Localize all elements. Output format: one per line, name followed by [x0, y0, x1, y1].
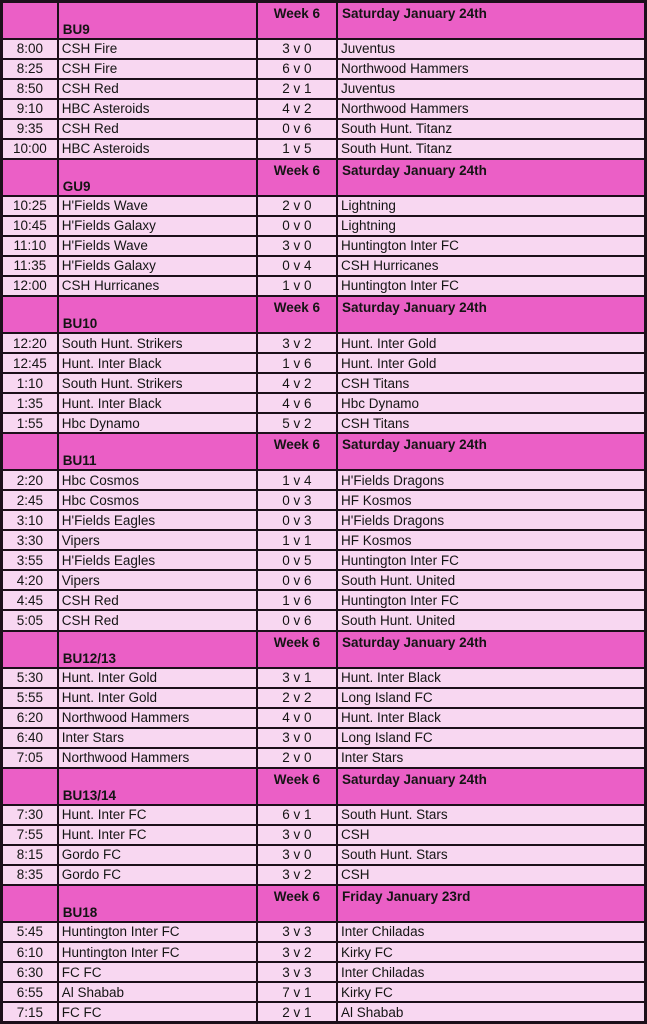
- section-header-row: [2, 159, 646, 196]
- kickoff-time: 10:25: [2, 196, 58, 216]
- kickoff-time: 12:00: [2, 276, 58, 296]
- kickoff-time: 7:55: [2, 825, 58, 845]
- kickoff-time: 8:35: [2, 865, 58, 885]
- kickoff-time: 4:20: [2, 570, 58, 590]
- match-score: 0 v 6: [257, 119, 337, 139]
- home-team: Northwood Hammers: [58, 748, 257, 768]
- week-label: Week 6: [257, 885, 337, 922]
- away-team: Hunt. Inter Black: [337, 708, 645, 728]
- section-header-row: [2, 2, 646, 39]
- home-team: Hunt. Inter Gold: [58, 688, 257, 708]
- match-row: [2, 805, 646, 825]
- kickoff-time: 11:35: [2, 256, 58, 276]
- match-score: 2 v 0: [257, 748, 337, 768]
- match-score: 4 v 2: [257, 99, 337, 119]
- match-score: 0 v 0: [257, 216, 337, 236]
- away-team: Kirky FC: [337, 942, 645, 962]
- kickoff-time: 4:45: [2, 590, 58, 610]
- match-row: [2, 982, 646, 1002]
- match-score: 4 v 2: [257, 373, 337, 393]
- match-score: 4 v 6: [257, 393, 337, 413]
- match-row: [2, 708, 646, 728]
- match-score: 3 v 3: [257, 922, 337, 942]
- match-row: [2, 490, 646, 510]
- kickoff-time: 3:30: [2, 530, 58, 550]
- away-team: Kirky FC: [337, 982, 645, 1002]
- away-team: Long Island FC: [337, 688, 645, 708]
- match-row: [2, 570, 646, 590]
- home-team: H'Fields Eagles: [58, 510, 257, 530]
- away-team: CSH Hurricanes: [337, 256, 645, 276]
- kickoff-time: 9:35: [2, 119, 58, 139]
- home-team: South Hunt. Strikers: [58, 333, 257, 353]
- home-team: CSH Red: [58, 610, 257, 630]
- away-team: Northwood Hammers: [337, 99, 645, 119]
- match-row: [2, 1002, 646, 1022]
- home-team: H'Fields Wave: [58, 236, 257, 256]
- kickoff-time: 8:25: [2, 59, 58, 79]
- home-team: H'Fields Eagles: [58, 550, 257, 570]
- match-score: 2 v 1: [257, 79, 337, 99]
- match-row: [2, 550, 646, 570]
- home-team: Huntington Inter FC: [58, 922, 257, 942]
- age-group-label: BU10: [58, 296, 257, 333]
- kickoff-time: 3:10: [2, 510, 58, 530]
- away-team: Hunt. Inter Black: [337, 668, 645, 688]
- away-team: H'Fields Dragons: [337, 510, 645, 530]
- kickoff-time: 12:45: [2, 353, 58, 373]
- kickoff-time: 6:55: [2, 982, 58, 1002]
- match-row: [2, 688, 646, 708]
- home-team: HBC Asteroids: [58, 139, 257, 159]
- kickoff-time: 8:50: [2, 79, 58, 99]
- away-team: Al Shabab: [337, 1002, 645, 1022]
- match-row: [2, 333, 646, 353]
- match-row: [2, 39, 646, 59]
- match-score: 6 v 0: [257, 59, 337, 79]
- section-blank-cell: [2, 2, 58, 39]
- match-date-label: Saturday January 24th: [337, 631, 645, 668]
- match-row: [2, 139, 646, 159]
- away-team: South Hunt. United: [337, 610, 645, 630]
- match-score: 3 v 2: [257, 333, 337, 353]
- age-group-label: BU13/14: [58, 768, 257, 805]
- match-score: 0 v 4: [257, 256, 337, 276]
- match-row: [2, 413, 646, 433]
- away-team: CSH Titans: [337, 373, 645, 393]
- away-team: H'Fields Dragons: [337, 470, 645, 490]
- kickoff-time: 6:30: [2, 962, 58, 982]
- match-score: 3 v 0: [257, 825, 337, 845]
- match-score: 0 v 3: [257, 510, 337, 530]
- week-label: Week 6: [257, 2, 337, 39]
- section-blank-cell: [2, 885, 58, 922]
- home-team: CSH Fire: [58, 39, 257, 59]
- kickoff-time: 5:05: [2, 610, 58, 630]
- kickoff-time: 7:05: [2, 748, 58, 768]
- match-row: [2, 236, 646, 256]
- home-team: CSH Hurricanes: [58, 276, 257, 296]
- away-team: Hbc Dynamo: [337, 393, 645, 413]
- match-row: [2, 353, 646, 373]
- away-team: Huntington Inter FC: [337, 236, 645, 256]
- kickoff-time: 3:55: [2, 550, 58, 570]
- match-row: [2, 276, 646, 296]
- kickoff-time: 5:30: [2, 668, 58, 688]
- match-score: 1 v 0: [257, 276, 337, 296]
- section-blank-cell: [2, 433, 58, 470]
- section-header-row: [2, 885, 646, 922]
- match-score: 6 v 1: [257, 805, 337, 825]
- away-team: CSH: [337, 865, 645, 885]
- match-row: [2, 510, 646, 530]
- match-score: 7 v 1: [257, 982, 337, 1002]
- match-date-label: Saturday January 24th: [337, 159, 645, 196]
- away-team: Lightning: [337, 216, 645, 236]
- home-team: H'Fields Galaxy: [58, 216, 257, 236]
- away-team: South Hunt. Stars: [337, 805, 645, 825]
- match-row: [2, 865, 646, 885]
- age-group-label: BU9: [58, 2, 257, 39]
- match-score: 3 v 3: [257, 962, 337, 982]
- away-team: South Hunt. Titanz: [337, 119, 645, 139]
- home-team: CSH Red: [58, 79, 257, 99]
- kickoff-time: 2:45: [2, 490, 58, 510]
- match-score: 3 v 2: [257, 942, 337, 962]
- match-date-label: Friday January 23rd: [337, 885, 645, 922]
- away-team: HF Kosmos: [337, 530, 645, 550]
- match-date-label: Saturday January 24th: [337, 768, 645, 805]
- match-score: 2 v 0: [257, 196, 337, 216]
- home-team: Hbc Cosmos: [58, 470, 257, 490]
- age-group-label: BU12/13: [58, 631, 257, 668]
- away-team: South Hunt. Titanz: [337, 139, 645, 159]
- kickoff-time: 2:20: [2, 470, 58, 490]
- kickoff-time: 1:55: [2, 413, 58, 433]
- match-score: 3 v 0: [257, 39, 337, 59]
- match-date-label: Saturday January 24th: [337, 296, 645, 333]
- section-header-row: [2, 433, 646, 470]
- away-team: CSH Titans: [337, 413, 645, 433]
- kickoff-time: 7:15: [2, 1002, 58, 1022]
- kickoff-time: 9:10: [2, 99, 58, 119]
- away-team: Inter Chiladas: [337, 922, 645, 942]
- away-team: South Hunt. Stars: [337, 845, 645, 865]
- home-team: Hunt. Inter Black: [58, 393, 257, 413]
- home-team: H'Fields Wave: [58, 196, 257, 216]
- away-team: South Hunt. United: [337, 570, 645, 590]
- kickoff-time: 10:45: [2, 216, 58, 236]
- kickoff-time: 6:40: [2, 728, 58, 748]
- home-team: FC FC: [58, 1002, 257, 1022]
- section-blank-cell: [2, 159, 58, 196]
- away-team: Inter Chiladas: [337, 962, 645, 982]
- match-row: [2, 99, 646, 119]
- match-score: 1 v 5: [257, 139, 337, 159]
- home-team: Inter Stars: [58, 728, 257, 748]
- kickoff-time: 5:55: [2, 688, 58, 708]
- match-row: [2, 610, 646, 630]
- match-score: 3 v 2: [257, 865, 337, 885]
- section-header-row: [2, 296, 646, 333]
- away-team: Hunt. Inter Gold: [337, 333, 645, 353]
- kickoff-time: 10:00: [2, 139, 58, 159]
- match-row: [2, 196, 646, 216]
- match-score: 3 v 0: [257, 728, 337, 748]
- match-score: 3 v 0: [257, 236, 337, 256]
- kickoff-time: 1:10: [2, 373, 58, 393]
- home-team: H'Fields Galaxy: [58, 256, 257, 276]
- away-team: Long Island FC: [337, 728, 645, 748]
- match-score: 0 v 3: [257, 490, 337, 510]
- kickoff-time: 7:30: [2, 805, 58, 825]
- match-row: [2, 922, 646, 942]
- match-row: [2, 942, 646, 962]
- week-label: Week 6: [257, 631, 337, 668]
- away-team: Huntington Inter FC: [337, 276, 645, 296]
- home-team: CSH Red: [58, 119, 257, 139]
- home-team: Gordo FC: [58, 845, 257, 865]
- match-row: [2, 216, 646, 236]
- home-team: CSH Red: [58, 590, 257, 610]
- match-row: [2, 373, 646, 393]
- match-score: 4 v 0: [257, 708, 337, 728]
- kickoff-time: 6:20: [2, 708, 58, 728]
- match-score: 1 v 6: [257, 353, 337, 373]
- home-team: Al Shabab: [58, 982, 257, 1002]
- match-score: 3 v 1: [257, 668, 337, 688]
- home-team: Hbc Dynamo: [58, 413, 257, 433]
- kickoff-time: 1:35: [2, 393, 58, 413]
- home-team: HBC Asteroids: [58, 99, 257, 119]
- match-row: [2, 728, 646, 748]
- section-blank-cell: [2, 768, 58, 805]
- kickoff-time: 12:20: [2, 333, 58, 353]
- match-row: [2, 825, 646, 845]
- home-team: FC FC: [58, 962, 257, 982]
- week-label: Week 6: [257, 159, 337, 196]
- home-team: Hunt. Inter Black: [58, 353, 257, 373]
- home-team: Vipers: [58, 570, 257, 590]
- match-score: 1 v 1: [257, 530, 337, 550]
- match-row: [2, 962, 646, 982]
- home-team: Huntington Inter FC: [58, 942, 257, 962]
- kickoff-time: 8:00: [2, 39, 58, 59]
- kickoff-time: 8:15: [2, 845, 58, 865]
- match-row: [2, 393, 646, 413]
- match-score: 5 v 2: [257, 413, 337, 433]
- section-blank-cell: [2, 296, 58, 333]
- section-blank-cell: [2, 631, 58, 668]
- match-row: [2, 530, 646, 550]
- home-team: South Hunt. Strikers: [58, 373, 257, 393]
- away-team: Juventus: [337, 39, 645, 59]
- match-score: 0 v 5: [257, 550, 337, 570]
- away-team: Inter Stars: [337, 748, 645, 768]
- age-group-label: BU11: [58, 433, 257, 470]
- match-score: 1 v 6: [257, 590, 337, 610]
- match-row: [2, 119, 646, 139]
- match-score: 0 v 6: [257, 610, 337, 630]
- week-label: Week 6: [257, 433, 337, 470]
- match-row: [2, 256, 646, 276]
- home-team: Hunt. Inter Gold: [58, 668, 257, 688]
- match-date-label: Saturday January 24th: [337, 433, 645, 470]
- home-team: Hunt. Inter FC: [58, 825, 257, 845]
- away-team: Lightning: [337, 196, 645, 216]
- match-date-label: Saturday January 24th: [337, 2, 645, 39]
- home-team: Northwood Hammers: [58, 708, 257, 728]
- age-group-label: BU18: [58, 885, 257, 922]
- home-team: Hunt. Inter FC: [58, 805, 257, 825]
- week-label: Week 6: [257, 768, 337, 805]
- away-team: Juventus: [337, 79, 645, 99]
- away-team: Huntington Inter FC: [337, 590, 645, 610]
- kickoff-time: 6:10: [2, 942, 58, 962]
- section-header-row: [2, 631, 646, 668]
- home-team: CSH Fire: [58, 59, 257, 79]
- away-team: Northwood Hammers: [337, 59, 645, 79]
- kickoff-time: 11:10: [2, 236, 58, 256]
- home-team: Hbc Cosmos: [58, 490, 257, 510]
- kickoff-time: 5:45: [2, 922, 58, 942]
- match-row: [2, 470, 646, 490]
- match-score: 3 v 0: [257, 845, 337, 865]
- home-team: Vipers: [58, 530, 257, 550]
- age-group-label: GU9: [58, 159, 257, 196]
- week-label: Week 6: [257, 296, 337, 333]
- away-team: Huntington Inter FC: [337, 550, 645, 570]
- match-row: [2, 590, 646, 610]
- match-score: 2 v 1: [257, 1002, 337, 1022]
- match-score: 2 v 2: [257, 688, 337, 708]
- match-row: [2, 79, 646, 99]
- match-score: 0 v 6: [257, 570, 337, 590]
- match-score: 1 v 4: [257, 470, 337, 490]
- away-team: CSH: [337, 825, 645, 845]
- match-row: [2, 668, 646, 688]
- home-team: Gordo FC: [58, 865, 257, 885]
- section-header-row: [2, 768, 646, 805]
- away-team: Hunt. Inter Gold: [337, 353, 645, 373]
- away-team: HF Kosmos: [337, 490, 645, 510]
- match-row: [2, 845, 646, 865]
- match-row: [2, 748, 646, 768]
- match-row: [2, 59, 646, 79]
